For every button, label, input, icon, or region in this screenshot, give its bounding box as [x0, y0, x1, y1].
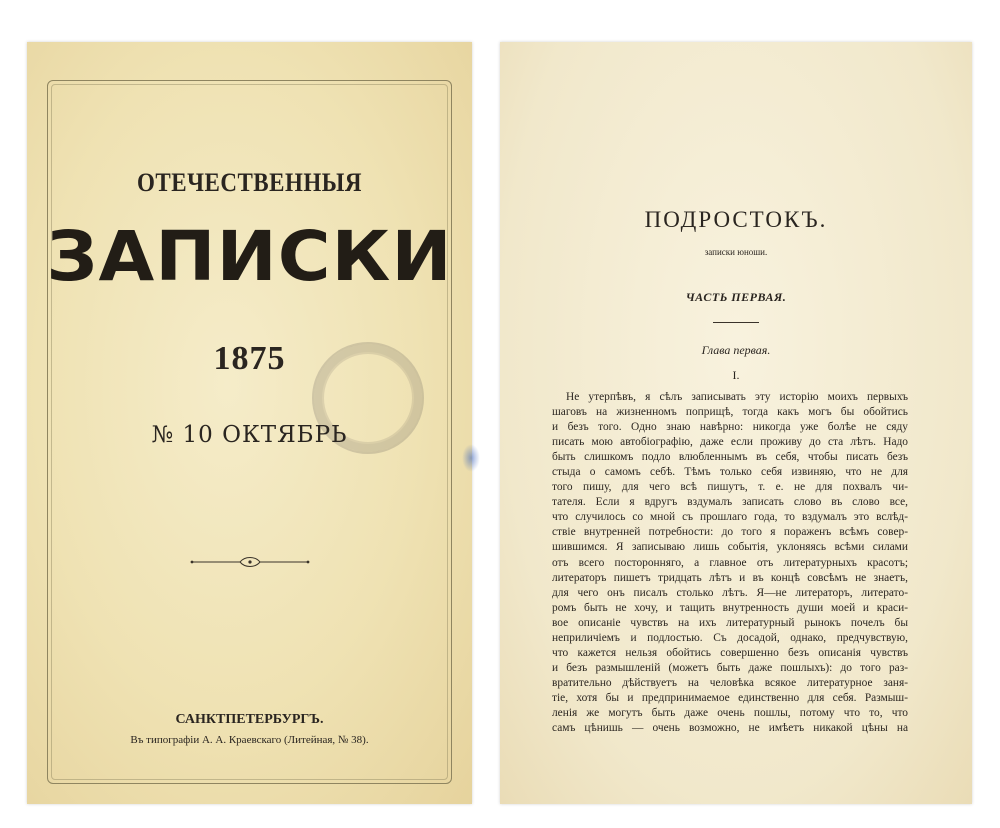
body-text-line: самъ цѣнишь — очень возможно, не имѣетъ никакой цѣны на — [552, 722, 908, 735]
cover-city: САНКТПЕТЕРБУРГЪ. — [175, 712, 324, 727]
part-rule-divider — [713, 322, 759, 323]
body-text-line: и безъ размышленій (можетъ быть даже пошлыхъ): до того раз- — [552, 661, 908, 674]
body-text-line: вое описаніе чувствъ на ихъ литературный рынокъ почелъ бы — [552, 616, 908, 629]
body-text-line: отъ всего посторонняго, а главное отъ литературныхъ красотъ; — [552, 556, 908, 569]
chapter-title: Глава первая. — [701, 343, 771, 357]
cover-year: 1875 — [213, 340, 286, 377]
novel-title: ПОДРОСТОКЪ. — [644, 207, 828, 232]
body-text-line: вратительно дѣйствуетъ на человѣка всякое литературное заня- — [552, 676, 908, 689]
section-number: I. — [732, 368, 740, 382]
body-text-line: что кажется нельзя обойтись совершенно безъ описанія чувствъ — [552, 646, 908, 659]
body-text-line: шаговъ на жизненномъ поприщѣ, тогда какъ могъ бы обойтись — [552, 406, 908, 419]
body-text-line: ствіе внутренней потребности: до того я пораженъ всѣмъ совер- — [552, 526, 908, 539]
part-title: ЧАСТЬ ПЕРВАЯ. — [685, 290, 787, 304]
body-text-line: быть слишкомъ подло влюбленнымъ въ себя, чтобы писать безъ — [552, 451, 908, 464]
body-text-line: шившимся. Я записываю лишь событія, уклоняясь всѣми силами — [552, 541, 908, 554]
body-text-line: тателя. Если я вдругъ вздумалъ записать слово въ слово все, — [552, 496, 908, 509]
body-text-line: литераторъ пишетъ тридцать лѣтъ и въ концѣ совсѣмъ не знаетъ, — [552, 571, 908, 584]
magazine-name-main: ЗАПИСКИ — [46, 216, 453, 296]
body-text-line: тіе, хотя бы и предпринимаемое единственно для себя. Размыш- — [552, 691, 908, 704]
body-text — [552, 390, 908, 736]
magazine-cover-page — [27, 42, 472, 804]
body-text-line: для чего онъ писалъ столько лѣтъ. Я—не литераторъ, литерато- — [552, 586, 908, 599]
ink-stain — [462, 444, 480, 472]
body-text-line: неприличіемъ и подлостью. Съ досадой, однако, предчувствую, — [552, 631, 908, 644]
cover-printer-line: Въ типографіи А. А. Краевскаго (Литейная, № 38). — [130, 734, 369, 746]
cover-issue: № 10 ОКТЯБРЬ — [151, 422, 348, 448]
body-text-line: того пишу, для чего всѣ пишутъ, т. е. не для похвалъ чи- — [552, 481, 908, 494]
body-text-line: писать мою автобіографію, даже если проживу до ста лѣтъ. Надо — [552, 436, 908, 449]
body-text-line: стыда о самомъ себѣ. Тѣмъ только себя извиняю, что не для — [552, 466, 908, 479]
body-text-line: ленія же могутъ быть даже очень пошлы, потому что то, что — [552, 706, 908, 719]
body-text-line: Не утерпѣвъ, я сѣлъ записывать эту исторію моихъ первыхъ — [566, 391, 908, 403]
magazine-name-top: ОТЕЧЕСТВЕННЫЯ — [137, 168, 362, 197]
body-text-line: что случилось со мной съ прошлаго года, то вздумалъ это вслѣд- — [552, 511, 908, 524]
ornament-divider-icon — [190, 555, 310, 569]
novel-subtitle: записки юноши. — [704, 247, 768, 257]
novel-first-page — [500, 42, 972, 804]
body-text-line: и безъ того. Одно знаю навѣрно: никогда уже болѣе не сяду — [552, 421, 908, 434]
ornament-divider — [27, 554, 472, 568]
body-text-line: ромъ быть не хочу, и тащить внутренность души моей и краси- — [552, 601, 908, 614]
